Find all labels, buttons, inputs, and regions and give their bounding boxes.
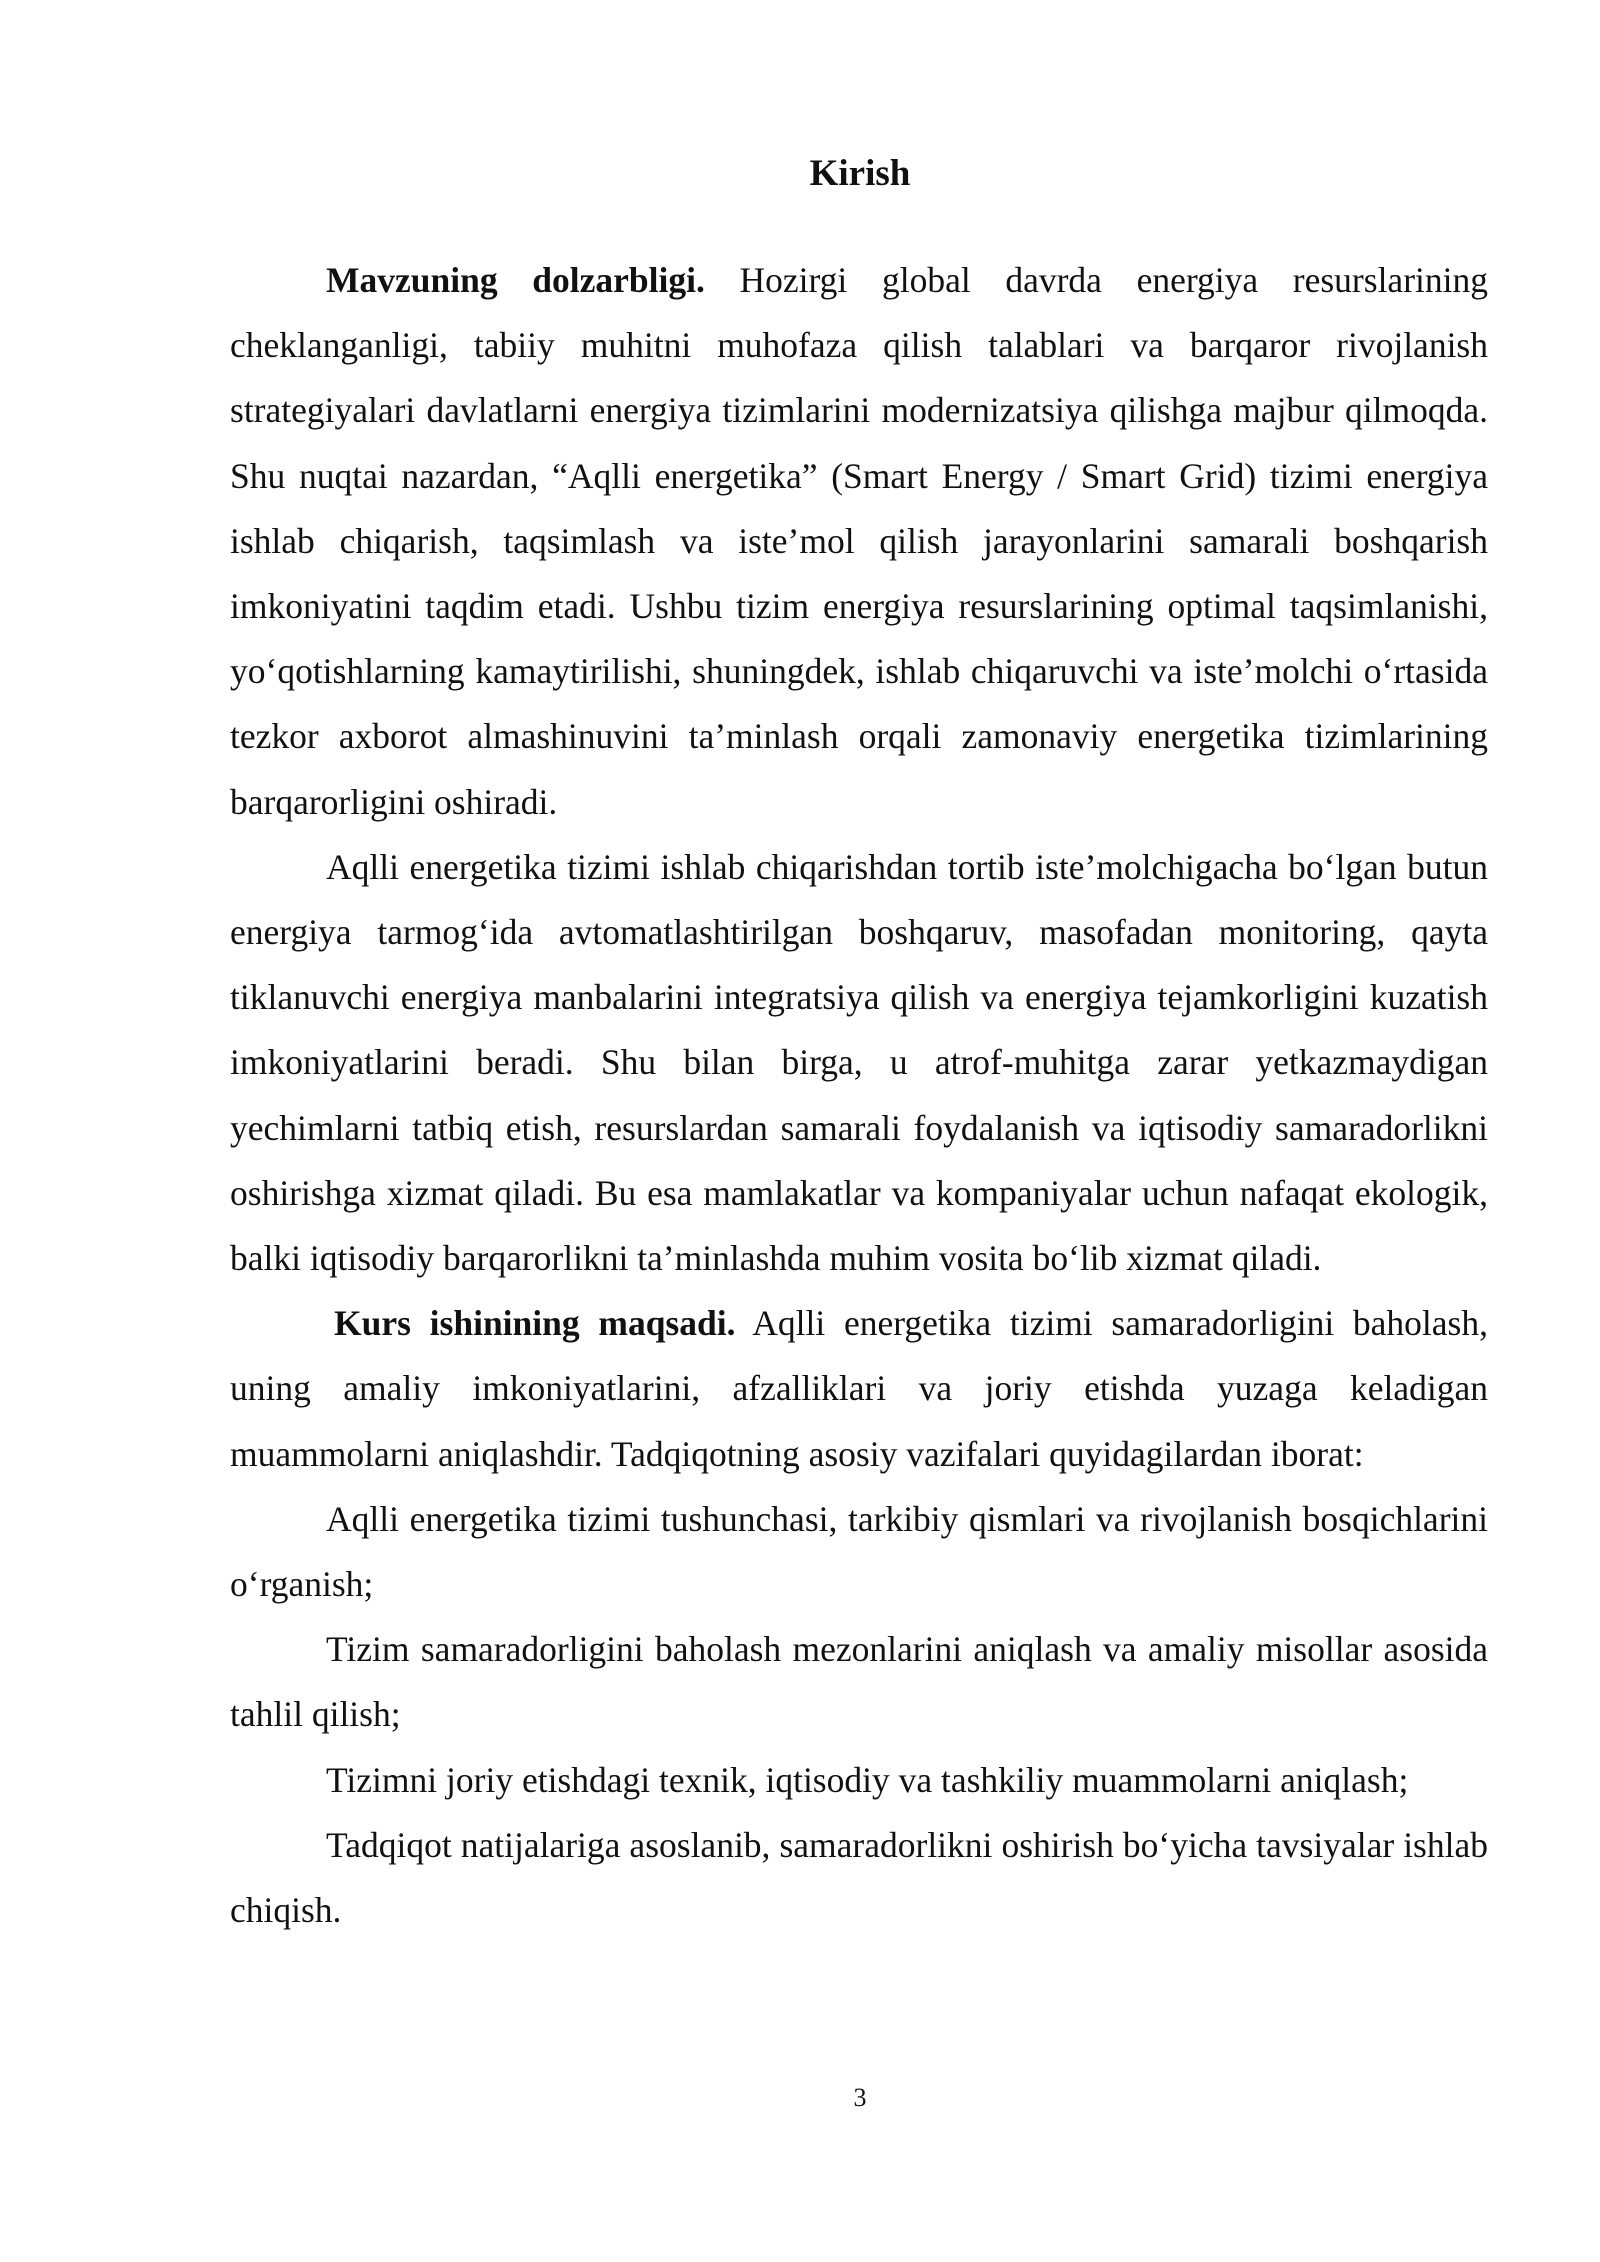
- document-body: [230, 248, 1488, 1943]
- page-title: Kirish: [809, 153, 911, 194]
- task-item-1: [230, 1487, 1488, 1617]
- task-text-3: Tizimni joriy etishdagi texnik, iqtisodiy va tashkiliy muammolarni aniqlash;: [326, 1759, 1409, 1800]
- paragraph-system-overview: [230, 835, 1488, 1291]
- task-item-3: [230, 1748, 1488, 1813]
- paragraph-lead-goal: Kurs ishinining maqsadi.: [334, 1303, 736, 1344]
- paragraph-text-goal: Aqlli energetika tizimi samaradorligini baholash, uning amaliy imkoniyatlarini, afzalliklari va joriy etishda yuzaga keladigan muammolarni aniqlashdir. Tadqiqotning asosiy vazifalari quyidagilardan iborat:: [230, 1303, 1488, 1474]
- paragraph-text-system-overview: Aqlli energetika tizimi ishlab chiqarishdan tortib iste’molchigacha bo‘lgan butun energiya tarmog‘ida avtomatlashtirilgan boshqaruv, masofadan monitoring, qayta tiklanuvchi energiya manbalarini integratsiya qilish va energiya tejamkorligini kuzatish imkoniyatlarini beradi. Shu bilan birga, u atrof-muhitga zarar yetkazmaydigan yechimlarni tatbiq etish, resurslardan samarali foydalanish va iqtisodiy samaradorlikni oshirishga xizmat qiladi. Bu esa mamlakatlar va kompaniyalar uchun nafaqat ekologik, balki iqtisodiy barqarorlikni ta’minlashda muhim vosita bo‘lib xizmat qiladi.: [230, 846, 1488, 1279]
- task-text-1: Aqlli energetika tizimi tushunchasi, tarkibiy qismlari va rivojlanish bosqichlarini o‘rganish;: [230, 1498, 1488, 1605]
- task-text-2: Tizim samaradorligini baholash mezonlarini aniqlash va amaliy misollar asosida tahlil qilish;: [230, 1629, 1488, 1735]
- task-text-4: Tadqiqot natijalariga asoslanib, samaradorlikni oshirish bo‘yicha tavsiyalar ishlab chiqish.: [230, 1824, 1488, 1931]
- paragraph-lead-relevance: Mavzuning dolzarbligi.: [326, 260, 705, 300]
- paragraph-goal: [230, 1291, 1488, 1487]
- page-number: 3: [853, 2083, 867, 2112]
- paragraph-relevance: [230, 248, 1488, 835]
- paragraph-text-relevance: Hozirgi global davrda energiya resurslarining cheklanganligi, tabiiy muhitni muhofaza qilish talablari va barqaror rivojlanish strategiyalari davlatlarni energiya tizimlarini modernizatsiya qilishga majbur qilmoqda. Shu nuqtai nazardan, “Aqlli energetika” (Smart Energy / Smart Grid) tizimi energiya ishlab chiqarish, taqsimlash va iste’mol qilish jarayonlarini samarali boshqarish imkoniyatini taqdim etadi. Ushbu tizim energiya resurslarining optimal taqsimlanishi, yo‘qotishlarning kamaytirilishi, shuningdek, ishlab chiqaruvchi va iste’molchi o‘rtasida tezkor axborot almashinuvini ta’minlash orqali zamonaviy energetika tizimlarining barqarorligini oshiradi.: [230, 260, 1488, 822]
- task-item-2: [230, 1617, 1488, 1747]
- task-item-4: [230, 1813, 1488, 1943]
